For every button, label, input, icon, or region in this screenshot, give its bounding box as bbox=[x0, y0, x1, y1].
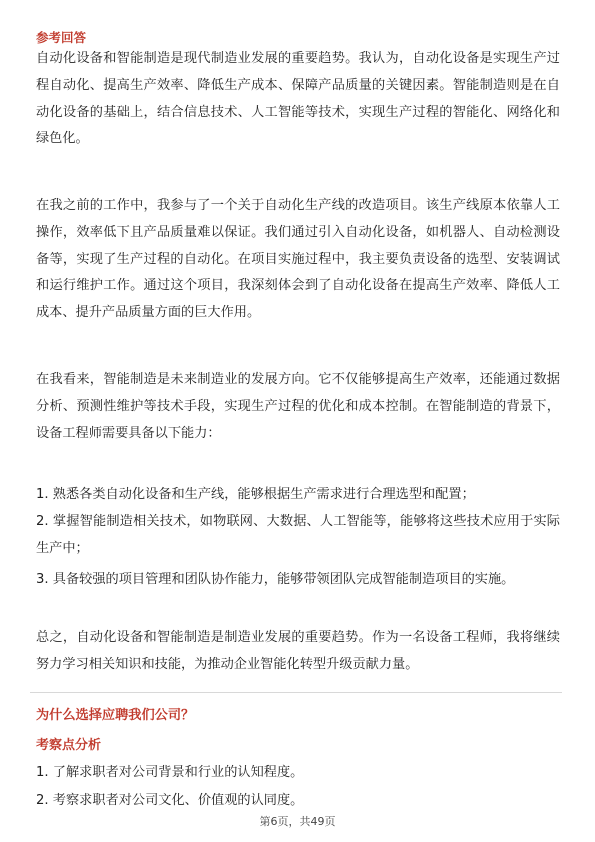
reference-answer-heading: 参考回答 bbox=[36, 30, 87, 45]
ability-list-item-3: 3. 具备较强的项目管理和团队协作能力，能够带领团队完成智能制造项目的实施。 bbox=[36, 572, 515, 587]
analysis-point-2: 2. 考察求职者对公司文化、价值观的认同度。 bbox=[36, 793, 304, 808]
ability-list-item-1: 1. 熟悉各类自动化设备和生产线，能够根据生产需求进行合理选型和配置； bbox=[36, 487, 475, 502]
page-number-footer: 第6页，共49页 bbox=[259, 815, 336, 828]
analysis-heading: 考察点分析 bbox=[36, 738, 102, 753]
outlook-paragraph: 在我看来，智能制造是未来制造业的发展方向。它不仅能够提高生产效率，还能通过数据分析、预测性维护等技术手段，实现生产过程的优化和成本控制。在智能制造的背景下，设备工程师需要具备以下能力： bbox=[36, 372, 560, 441]
question-title: 为什么选择应聘我们公司？ bbox=[36, 708, 195, 723]
intro-paragraph: 自动化设备和智能制造是现代制造业发展的重要趋势。我认为，自动化设备是实现生产过程自动化、提高生产效率、降低生产成本、保障产品质量的关键因素。智能制造则是在自动化设备的基础上，结合信息技术、人工智能等技术，实现生产过程的智能化、网络化和绿色化。 bbox=[36, 51, 560, 147]
ability-list-item-2: 2. 掌握智能制造相关技术，如物联网、大数据、人工智能等，能够将这些技术应用于实际生产中； bbox=[36, 514, 560, 556]
conclusion-paragraph: 总之，自动化设备和智能制造是制造业发展的重要趋势。作为一名设备工程师，我将继续努力学习相关知识和技能，为推动企业智能化转型升级贡献力量。 bbox=[36, 630, 560, 672]
section-divider bbox=[30, 692, 562, 693]
experience-paragraph: 在我之前的工作中，我参与了一个关于自动化生产线的改造项目。该生产线原本依靠人工操作，效率低下且产品质量难以保证。我们通过引入自动化设备，如机器人、自动检测设备等，实现了生产过程的自动化。在项目实施过程中，我主要负责设备的选型、安装调试和运行维护工作。通过这个项目，我深刻体会到了自动化设备在提高生产效率、降低人工成本、提升产品质量方面的巨大作用。 bbox=[36, 198, 560, 321]
analysis-point-1: 1. 了解求职者对公司背景和行业的认知程度。 bbox=[36, 765, 304, 780]
